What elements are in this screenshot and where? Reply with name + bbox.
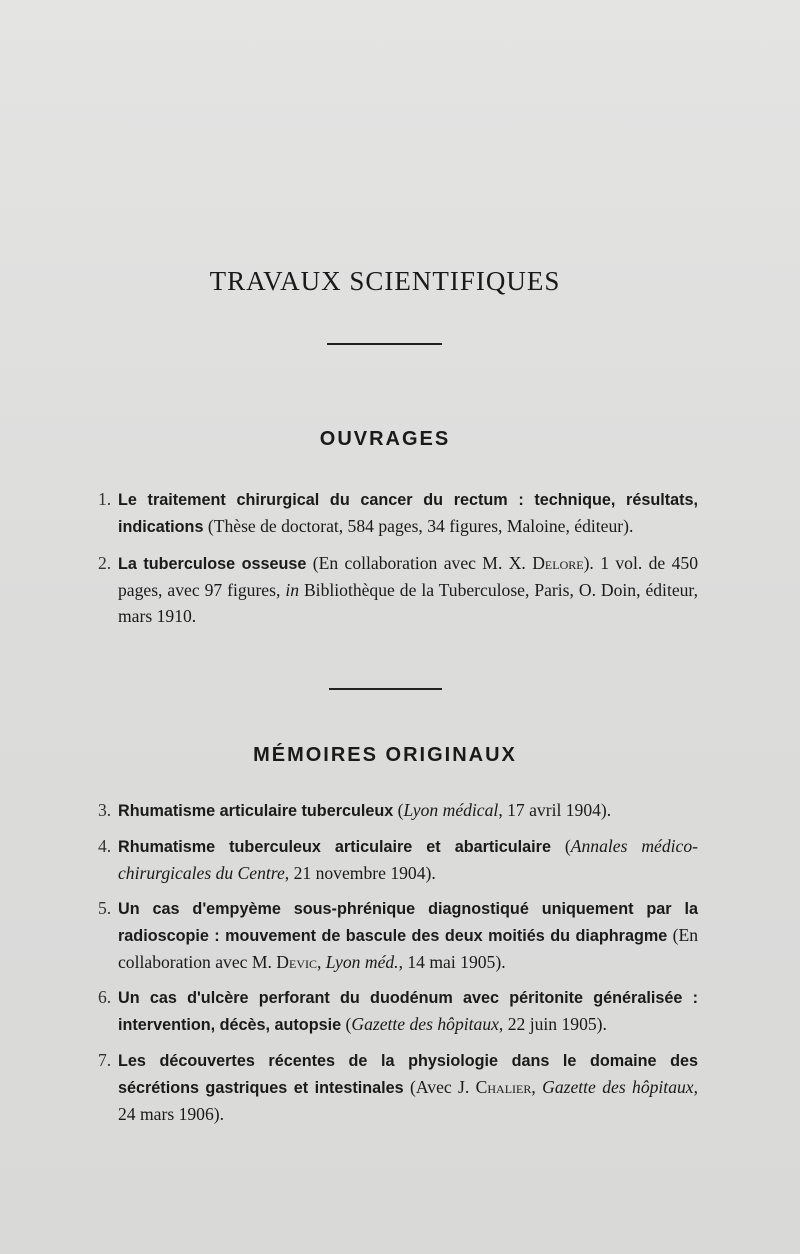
entry-details: , 22 juin 1905). xyxy=(498,1014,607,1034)
list-item xyxy=(90,486,698,540)
entry-title: Rhumatisme tuberculeux articulaire et abarticulaire xyxy=(118,838,551,856)
entry-in: in xyxy=(285,580,299,600)
entry-details: ( xyxy=(393,800,404,820)
entry-title: Le traitement chirurgical du cancer du rectum : technique, résultats, indications xyxy=(118,491,698,536)
entry-details: (En collaboration avec M. xyxy=(118,925,698,972)
page-title: TRAVAUX SCIENTIFIQUES xyxy=(209,266,561,296)
entry-details: , 14 mai 1905). xyxy=(398,952,506,972)
entry-details: , 21 novembre 1904). xyxy=(284,863,436,883)
ouvrages-list xyxy=(90,486,698,639)
entry-details: ( xyxy=(341,1014,352,1034)
entry-author: Delore xyxy=(532,553,584,573)
entry-details: , xyxy=(531,1077,543,1097)
entry-details: (Thèse de doctorat, 584 pages, 34 figures, Maloine, éditeur). xyxy=(203,516,634,536)
memoires-list xyxy=(90,797,698,1136)
entry-details: , xyxy=(317,952,326,972)
entry-title: Un cas d'ulcère perforant du duodénum avec péritonite généralisée : intervention, décès, autopsie xyxy=(118,989,698,1034)
entry-journal: Gazette des hôpitaux xyxy=(351,1014,499,1034)
entry-details: (En collaboration avec M. X. xyxy=(306,553,533,573)
entry-number: 6. xyxy=(98,987,112,1007)
entry-number: 7. xyxy=(98,1050,112,1070)
section-heading-ouvrages: OUVRAGES xyxy=(319,428,451,450)
entry-number: 2. xyxy=(98,553,112,573)
entry-details: , 17 avril 1904). xyxy=(498,800,612,820)
divider-rule xyxy=(327,343,442,345)
entry-journal: Lyon méd. xyxy=(325,952,399,972)
entry-author: Chalier xyxy=(475,1077,532,1097)
list-item xyxy=(90,797,698,824)
list-item xyxy=(90,984,698,1038)
entry-number: 3. xyxy=(98,800,112,820)
entry-number: 4. xyxy=(98,836,112,856)
entry-journal: Annales médico-chirurgicales du Centre xyxy=(118,836,698,883)
entry-details: ( xyxy=(550,836,571,856)
section-heading-memoires: MÉMOIRES ORIGINAUX xyxy=(253,744,517,766)
entry-author: Devic xyxy=(276,952,317,972)
entry-details: Bibliothèque de la Tuberculose, Paris, O. Doin, éditeur, mars 1910. xyxy=(118,580,698,626)
divider-rule xyxy=(329,688,442,690)
entry-journal: Lyon médical xyxy=(403,800,499,820)
entry-details: , 24 mars 1906). xyxy=(118,1077,698,1124)
list-item xyxy=(90,550,698,629)
entry-number: 1. xyxy=(98,489,112,509)
entry-title: Les découvertes récentes de la physiologie dans le domaine des sécrétions gastriques et intestinales xyxy=(118,1052,698,1097)
entry-title: Rhumatisme articulaire tuberculeux xyxy=(118,802,394,820)
list-item xyxy=(90,895,698,975)
entry-number: 5. xyxy=(98,898,112,918)
list-item xyxy=(90,833,698,886)
entry-title: Un cas d'empyème sous-phrénique diagnostiqué uniquement par la radioscopie : mouvement de bascule des deux moitiés du diaphragme xyxy=(118,900,698,945)
entry-details: (Avec J. xyxy=(403,1077,476,1097)
entry-journal: Gazette des hôpitaux xyxy=(542,1077,694,1097)
list-item xyxy=(90,1047,698,1127)
entry-title: La tuberculose osseuse xyxy=(118,555,307,573)
entry-details: ). 1 vol. de 450 pages, avec 97 figures, xyxy=(118,553,698,600)
